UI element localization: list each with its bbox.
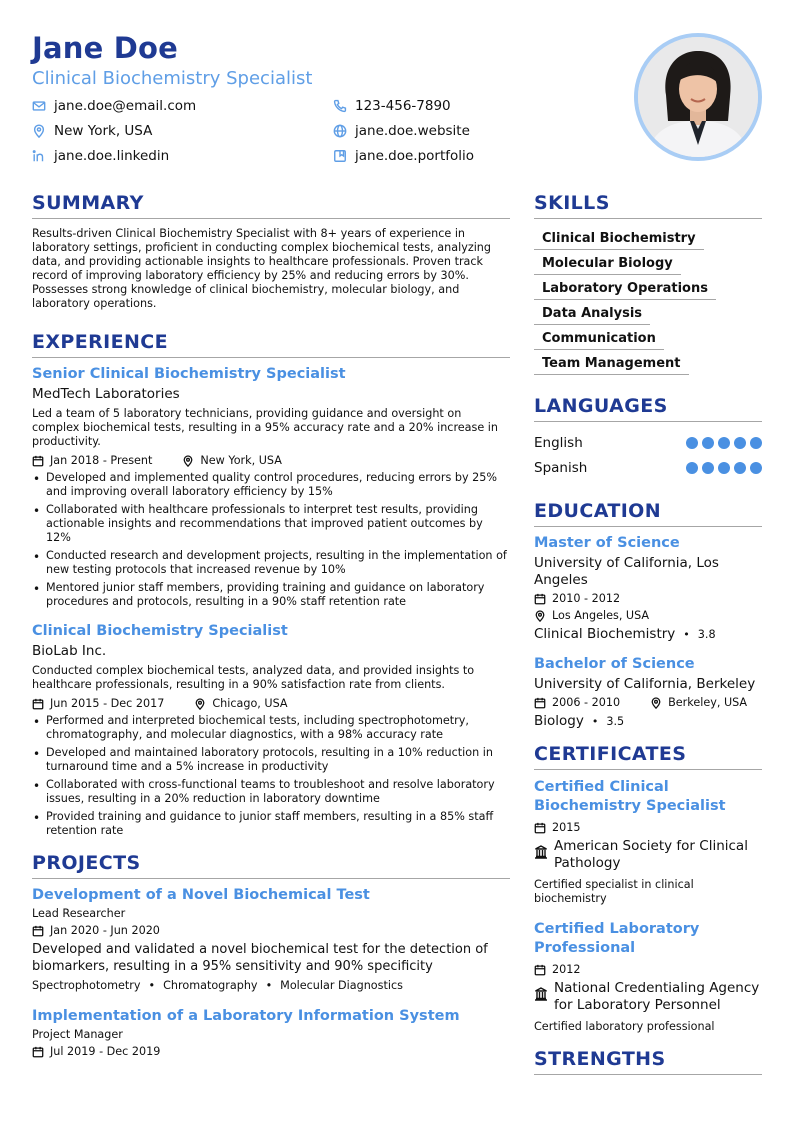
- education-location-row: [534, 609, 762, 622]
- education-location: Los Angeles, USA: [552, 609, 650, 622]
- job-location: New York, USA: [200, 454, 282, 467]
- certificate-item: [534, 778, 762, 906]
- list-item: • Provided training and guidance to junior staff members, resulting in a 85% staff retention rate: [32, 810, 510, 838]
- certificate-org: National Credentialing Agency for Laboratory Personnel: [554, 980, 760, 1013]
- institution-icon: [534, 845, 548, 859]
- certificate-year: 2012: [552, 963, 581, 976]
- certificate-org-row: [534, 980, 762, 1014]
- language-name: Spanish: [534, 459, 588, 476]
- job-location: Chicago, USA: [212, 697, 288, 710]
- job-company: MedTech Laboratories: [32, 386, 180, 402]
- education-dates: 2006 - 2010: [552, 696, 621, 709]
- proficiency-dot: [734, 462, 746, 474]
- proficiency-dot: [702, 462, 714, 474]
- experience-item: [32, 623, 510, 838]
- contact-linkedin[interactable]: jane.doe.linkedin: [32, 148, 169, 164]
- proficiency-dot: [702, 437, 714, 449]
- education-gpa: 3.8: [697, 627, 716, 641]
- list-item: • Developed and maintained laboratory protocols, resulting in a 10% reduction in turnaround time and a 5% increase in productivity: [32, 746, 510, 774]
- proficiency-dot: [750, 462, 762, 474]
- list-item: • Conducted research and development projects, resulting in the implementation of new testing protocols that increased revenue by 10%: [32, 549, 510, 577]
- skills-list: [534, 227, 762, 377]
- right-column: [534, 192, 762, 1083]
- globe-icon: [333, 124, 347, 138]
- proficiency-dot: [750, 437, 762, 449]
- project-title: Implementation of a Laboratory Information System: [32, 1008, 460, 1024]
- job-dates: Jan 2018 - Present: [50, 454, 153, 467]
- job-bullets: [32, 471, 510, 609]
- profile-photo-illustration: [638, 37, 758, 157]
- education-field: Clinical Biochemistry: [534, 626, 676, 642]
- language-level-dots: [686, 462, 762, 474]
- phone-icon: [333, 99, 347, 113]
- profile-photo: [634, 33, 762, 161]
- education-dates: 2010 - 2012: [552, 592, 621, 605]
- education-gpa: 3.5: [606, 714, 625, 728]
- contact-email[interactable]: jane.doe@email.com: [32, 98, 196, 114]
- education-field-row: Biology • 3.5: [534, 713, 625, 729]
- skill-tag: Clinical Biochemistry: [534, 230, 704, 250]
- education-item: [534, 656, 762, 729]
- education-heading: EDUCATION: [534, 500, 762, 527]
- calendar-icon: [534, 822, 546, 834]
- language-level-dots: [686, 437, 762, 449]
- job-bullets: [32, 714, 510, 838]
- location-pin-icon: [534, 610, 546, 622]
- location-pin-icon: [650, 697, 662, 709]
- certificates-heading: CERTIFICATES: [534, 743, 762, 770]
- contact-location: New York, USA: [32, 123, 152, 139]
- job-description: Led a team of 5 laboratory technicians, providing guidance and oversight on complex biochemical tests, resulting in a 95% accuracy rate and a 20% increase in productivity.: [32, 407, 499, 448]
- list-item: • Collaborated with healthcare professionals to interpret test results, providing actionable insights and recommendations that improved patient outcomes by 12%: [32, 503, 510, 545]
- certificate-description: Certified specialist in clinical biochemistry: [534, 878, 694, 905]
- calendar-icon: [32, 925, 44, 937]
- project-item: [32, 1008, 510, 1058]
- certificate-description: Certified laboratory professional: [534, 1020, 715, 1033]
- project-tags: Spectrophotometry • Chromatography • Molecular Diagnostics: [32, 979, 403, 992]
- education-location: Berkeley, USA: [668, 696, 748, 709]
- education-degree: Bachelor of Science: [534, 656, 695, 672]
- calendar-icon: [32, 455, 44, 467]
- strengths-heading: STRENGTHS: [534, 1048, 762, 1075]
- location-pin-icon: [194, 698, 206, 710]
- skill-tag: Team Management: [534, 355, 689, 375]
- proficiency-dot: [686, 437, 698, 449]
- portfolio-icon: [333, 149, 347, 163]
- project-title: Development of a Novel Biochemical Test: [32, 887, 370, 903]
- job-meta: [32, 454, 510, 467]
- certificate-org-row: [534, 838, 762, 872]
- project-dates: Jul 2019 - Dec 2019: [50, 1045, 161, 1058]
- email-icon: [32, 99, 46, 113]
- summary-heading: SUMMARY: [32, 192, 510, 219]
- list-item: • Collaborated with cross-functional teams to troubleshoot and resolve laboratory issues, resulting in a 20% reduction in laboratory downtime: [32, 778, 510, 806]
- job-title: Senior Clinical Biochemistry Specialist: [32, 366, 346, 382]
- proficiency-dot: [718, 437, 730, 449]
- proficiency-dot: [734, 437, 746, 449]
- certificate-title: Certified Clinical Biochemistry Specialist: [534, 779, 726, 814]
- project-role: Lead Researcher: [32, 907, 126, 920]
- linkedin-icon: [32, 149, 46, 163]
- calendar-icon: [32, 1046, 44, 1058]
- languages-list: [534, 430, 762, 480]
- project-tag: Molecular Diagnostics: [280, 979, 403, 992]
- list-item: • Mentored junior staff members, providing training and guidance on laboratory procedures and protocols, resulting in a 90% staff retention rate: [32, 581, 510, 609]
- job-title: Clinical Biochemistry Specialist: [32, 623, 288, 639]
- left-column: [32, 192, 510, 1062]
- education-item: [534, 535, 762, 642]
- skills-heading: SKILLS: [534, 192, 762, 219]
- certificate-year: 2015: [552, 821, 581, 834]
- job-company: BioLab Inc.: [32, 643, 107, 659]
- certificate-year-row: [534, 821, 762, 834]
- job-meta: [32, 697, 510, 710]
- education-dates-row: [534, 696, 762, 709]
- skill-tag: Laboratory Operations: [534, 280, 716, 300]
- institution-icon: [534, 987, 548, 1001]
- job-dates: Jun 2015 - Dec 2017: [50, 697, 165, 710]
- location-pin-icon: [182, 455, 194, 467]
- education-school: University of California, Los Angeles: [534, 555, 719, 588]
- projects-heading: PROJECTS: [32, 852, 510, 879]
- education-field-row: Clinical Biochemistry • 3.8: [534, 626, 716, 642]
- proficiency-dot: [686, 462, 698, 474]
- location-pin-icon: [32, 124, 46, 138]
- contact-website[interactable]: jane.doe.website: [333, 123, 470, 139]
- experience-item: [32, 366, 510, 609]
- education-field: Biology: [534, 713, 584, 729]
- language-row: [534, 455, 762, 480]
- experience-heading: EXPERIENCE: [32, 331, 510, 358]
- project-tag: Spectrophotometry: [32, 979, 141, 992]
- list-item: • Developed and implemented quality control procedures, reducing errors by 25% and improving overall laboratory efficiency by 15%: [32, 471, 510, 499]
- education-dates-row: [534, 592, 762, 605]
- certificate-item: [534, 920, 762, 1034]
- job-description: Conducted complex biochemical tests, analyzed data, and provided insights to healthcare professionals, resulting in a 90% satisfaction rate from clients.: [32, 664, 475, 691]
- education-school: University of California, Berkeley: [534, 676, 756, 692]
- project-description: Developed and validated a novel biochemical test for the detection of biomarkers, resulting in a 95% sensitivity and 90% specificity: [32, 942, 488, 974]
- contact-portfolio[interactable]: jane.doe.portfolio: [333, 148, 474, 164]
- project-role: Project Manager: [32, 1028, 123, 1041]
- proficiency-dot: [718, 462, 730, 474]
- project-dates: Jan 2020 - Jun 2020: [50, 924, 160, 937]
- calendar-icon: [534, 697, 546, 709]
- calendar-icon: [32, 698, 44, 710]
- project-meta: [32, 924, 510, 937]
- candidate-title: Clinical Biochemistry Specialist: [32, 68, 313, 89]
- skill-tag: Molecular Biology: [534, 255, 681, 275]
- calendar-icon: [534, 593, 546, 605]
- language-row: [534, 430, 762, 455]
- summary-text: Results-driven Clinical Biochemistry Specialist with 8+ years of experience in laboratory settings, proficient in conducting complex biochemical tests, analyzing data, and providing actionable insights to healthcare professionals. Proven track record of improving laboratory efficiency by 25% and reducing errors by 30%. Possesses strong knowledge of clinical biochemistry, molecular biology, and laboratory operations.: [32, 227, 491, 310]
- contact-phone[interactable]: 123-456-7890: [333, 98, 451, 114]
- list-item: • Performed and interpreted biochemical tests, including spectrophotometry, chromatography, and molecular diagnostics, with a 98% accuracy rate: [32, 714, 510, 742]
- skill-tag: Data Analysis: [534, 305, 650, 325]
- project-meta: [32, 1045, 510, 1058]
- education-degree: Master of Science: [534, 535, 680, 551]
- languages-heading: LANGUAGES: [534, 395, 762, 422]
- certificate-title: Certified Laboratory Professional: [534, 921, 700, 956]
- calendar-icon: [534, 964, 546, 976]
- certificate-year-row: [534, 963, 762, 976]
- language-name: English: [534, 434, 583, 451]
- certificate-org: American Society for Clinical Pathology: [554, 838, 748, 871]
- skill-tag: Communication: [534, 330, 664, 350]
- candidate-name: Jane Doe: [32, 31, 179, 65]
- project-tag: Chromatography: [163, 979, 258, 992]
- project-item: [32, 887, 510, 992]
